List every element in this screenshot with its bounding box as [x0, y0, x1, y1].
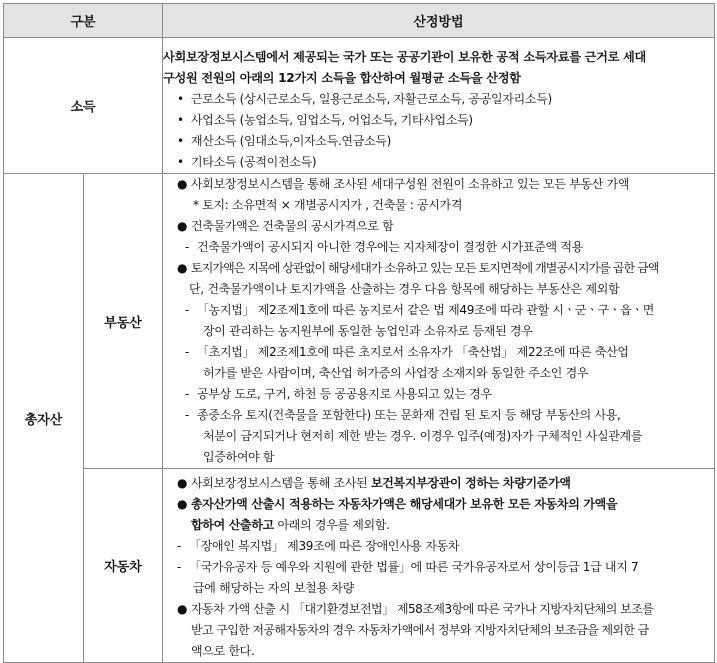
income-lead-line-2: 구성원 전원의 아래의 12가지 소득을 합산하여 월평균 소득을 산정함 — [163, 71, 521, 85]
vehicle-bullet: ● 사회보장정보시스템을 통해 조사된 보건복지부장관이 정하는 차량기준가액 — [177, 476, 571, 490]
vehicle-bullet-cont: 합하여 산출하고 아래의 경우를 제외함. — [191, 518, 390, 532]
vehicle-label: 자동차 — [84, 469, 163, 663]
income-content — [163, 38, 715, 174]
vehicle-exception: - 「장애인 복지법」 제39조에 따른 장애인사용 자동차 — [177, 539, 460, 553]
realestate-exception-cont: 허가를 받은 사람이며, 축산업 허가증의 사업장 소재지와 동일한 주소인 경우 — [203, 366, 589, 380]
realestate-bullet: ● 사회보장정보시스템을 통해 조사된 세대구성원 전원이 소유하고 있는 모든 부동산 가액 — [177, 177, 630, 191]
vehicle-exception-cont: 급에 해당하는 자의 보철용 차량 — [193, 581, 354, 595]
realestate-exception: - 「초지법」 제2조제1호에 따른 초지로서 소유자가 「축산법」 제22조에 따른 축산업 — [185, 345, 629, 359]
header-category: 구분 — [4, 4, 163, 38]
total-assets-label: 총자산 — [4, 174, 84, 663]
income-lead-line-1: 사회보장정보시스템에서 제공되는 국가 또는 공공기관이 보유한 공적 소득자료를 근거로 세대 — [163, 50, 646, 64]
vehicle-row — [4, 469, 715, 663]
realestate-exception: - 종중소유 토지(건축물을 포함한다) 또는 문화재 건립 된 토지 등 해당 부동산의 사용, — [185, 408, 621, 422]
realestate-bullet-cont: 단, 건축물가액이나 토지가액을 산출하는 경우 다음 항목에 해당하는 부동산은 제외함 — [189, 282, 620, 296]
realestate-bullet: ● 건축물가액은 건축물의 공시가격으로 함 — [177, 219, 394, 233]
income-label: 소득 — [4, 38, 163, 174]
realestate-exception-cont: 처분이 금지되거나 현저히 제한 받는 경우. 이경우 입주(예정)자가 구체적인 사실관계를 — [203, 429, 643, 443]
table-header-row — [4, 4, 715, 38]
income-item: • 근로소득 (상시근로소득, 일용근로소득, 자활근로소득, 공공일자리소득) — [177, 92, 552, 106]
calculation-method-table — [3, 3, 715, 663]
income-item: • 기타소득 (공적이전소득) — [177, 155, 317, 169]
income-row — [4, 38, 715, 174]
realestate-row — [4, 174, 715, 469]
vehicle-bullet: ● 총자산가액 산출시 적용하는 자동차가액은 해당세대가 보유한 모든 자동차의 가액을 — [177, 497, 618, 511]
realestate-exception-cont: 입증하여야 함 — [203, 450, 275, 464]
vehicle-bullet: ● 자동차 가액 산출 시 「대기환경보전법」 제58조제3항에 따른 국가나 지방자치단체의 보조를 — [177, 602, 654, 616]
realestate-sub: - 건축물가액이 공시되지 아니한 경우에는 지자체장이 결정한 시가표준액 적용 — [185, 240, 583, 254]
vehicle-exception: - 「국가유공자 등 예우와 지원에 관한 법률」에 따른 국가유공자로서 상이등급 1급 내지 7 — [177, 560, 639, 574]
realestate-exception-cont: 장이 관리하는 농지원부에 동일한 농업인과 소유자로 등재된 경우 — [203, 324, 533, 338]
vehicle-bullet-cont: 받고 구입한 저공해자동차의 경우 자동차가액에서 정부와 지방자치단체의 보조금을 제외한 금 — [191, 623, 649, 637]
income-item: • 재산소득 (임대소득,이자소득.연금소득) — [177, 134, 391, 148]
realestate-bullet: ● 토지가액은 지목에 상관없이 해당세대가 소유하고 있는 모든 토지면적에 개별공시지가를 곱한 금액 — [177, 261, 659, 275]
realestate-label: 부동산 — [84, 174, 163, 469]
realestate-content — [163, 174, 715, 469]
vehicle-content — [163, 469, 715, 663]
header-method: 산정방법 — [163, 4, 715, 38]
realestate-note: * 토지: 소유면적 × 개별공시지가 , 건축물 : 공시가격 — [193, 198, 463, 212]
realestate-exception: - 「농지법」 제2조제1호에 따른 농지로서 같은 법 제49조에 따라 관할 시ㆍ군ㆍ구ㆍ읍ㆍ면 — [185, 303, 655, 317]
income-item: • 사업소득 (농업소득, 임업소득, 어업소득, 기타사업소득) — [177, 113, 473, 127]
vehicle-bullet-cont: 액으로 한다. — [191, 644, 255, 658]
realestate-exception: - 공부상 도로, 구거, 하천 등 공공용지로 사용되고 있는 경우 — [185, 387, 492, 401]
